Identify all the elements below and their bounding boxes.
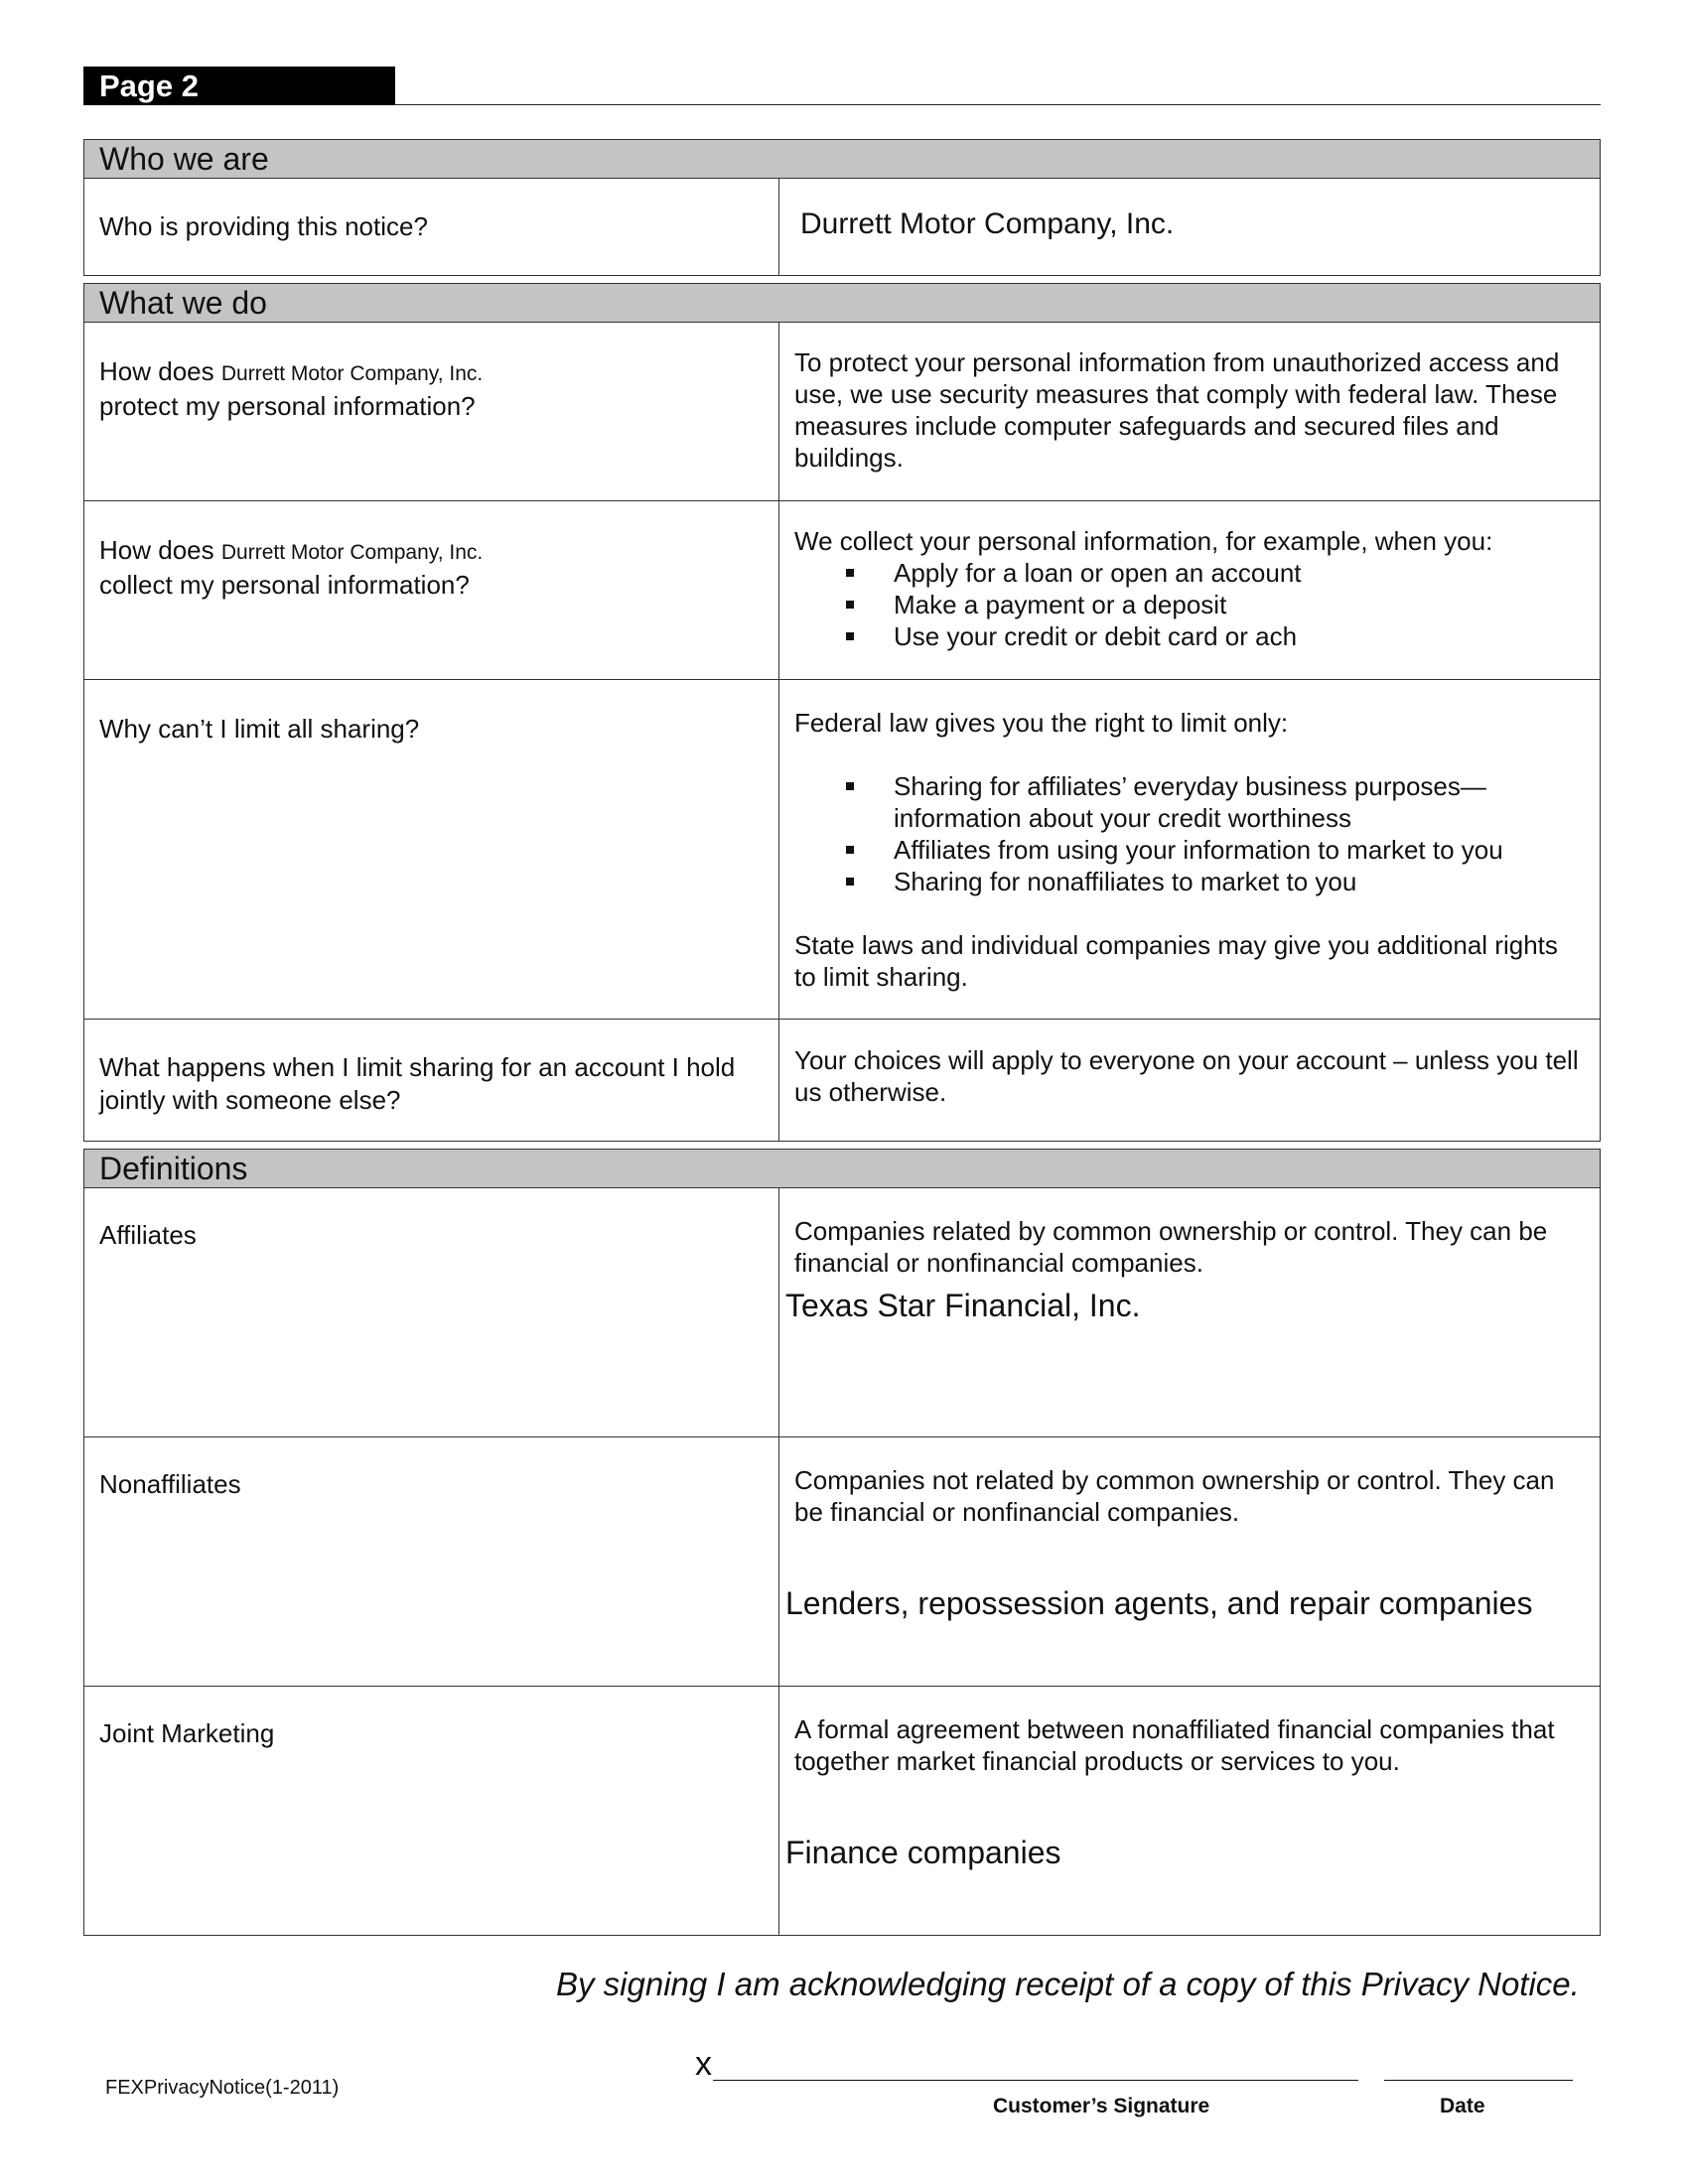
row-joint-marketing [83, 1687, 1601, 1936]
definition-affiliates [779, 1188, 1600, 1436]
section-header-definitions: Definitions [83, 1149, 1601, 1188]
row-collect [83, 501, 1601, 680]
list-item: Sharing for affiliates’ everyday business purposes—information about your credit worthiness [794, 770, 1540, 834]
answer-company-name: Durrett Motor Company, Inc. [800, 207, 1175, 240]
term-joint-marketing: Joint Marketing [84, 1687, 779, 1935]
date-line[interactable] [1384, 2080, 1573, 2081]
signature-line[interactable] [713, 2080, 1358, 2081]
question-prefix: How does [99, 356, 214, 386]
question-limit: Why can’t I limit all sharing? [84, 680, 779, 1019]
definition-joint-marketing [779, 1687, 1600, 1935]
list-item: Apply for a loan or open an account [794, 557, 1580, 589]
question-who-provides: Who is providing this notice? [84, 179, 779, 275]
definition-text: Companies related by common ownership or control. They can be financial or nonfinancial companies. [794, 1216, 1548, 1278]
row-who-provides [83, 179, 1601, 276]
term-nonaffiliates: Nonaffiliates [84, 1437, 779, 1686]
filled-joint-marketing: Finance companies [785, 1835, 1061, 1870]
page-label: Page 2 [83, 67, 395, 105]
list-item: Use your credit or debit card or ach [794, 620, 1580, 652]
collect-intro: We collect your personal information, for example, when you: [794, 526, 1493, 556]
row-protect [83, 323, 1601, 501]
signature-label: Customer’s Signature [993, 2095, 1210, 2117]
date-label: Date [1440, 2095, 1485, 2117]
question-joint-account: What happens when I limit sharing for an account I hold jointly with someone else? [84, 1020, 779, 1141]
answer-protect: To protect your personal information from unauthorized access and use, we use security measures that comply with federal law. These measures include computer safeguards and secured files and buildings. [794, 347, 1560, 473]
acknowledgement-text: By signing I am acknowledging receipt of a copy of this Privacy Notice. [556, 1966, 1580, 2002]
limit-list [794, 770, 1580, 897]
row-limit [83, 680, 1601, 1020]
question-company: Durrett Motor Company, Inc. [220, 541, 484, 564]
term-affiliates: Affiliates [84, 1188, 779, 1436]
collect-list [794, 557, 1580, 652]
answer-joint-account: Your choices will apply to everyone on your account – unless you tell us otherwise. [794, 1045, 1579, 1107]
limit-intro: Federal law gives you the right to limit only: [794, 708, 1289, 738]
signature-x-mark: x [695, 2045, 712, 2083]
definition-text: A formal agreement between nonaffiliated financial companies that together market financial products or services to you. [794, 1714, 1555, 1776]
question-protect [84, 323, 779, 500]
filled-nonaffiliates: Lenders, repossession agents, and repair companies [785, 1585, 1533, 1621]
limit-outro: State laws and individual companies may give you additional rights to limit sharing. [794, 930, 1558, 992]
section-header-who-we-are: Who we are [83, 139, 1601, 179]
definition-text: Companies not related by common ownership or control. They can be financial or nonfinancial companies. [794, 1465, 1555, 1527]
definition-nonaffiliates [779, 1437, 1600, 1686]
filled-affiliate-name: Texas Star Financial, Inc. [785, 1288, 1141, 1323]
question-company: Durrett Motor Company, Inc. [220, 362, 484, 385]
question-suffix: collect my personal information? [99, 570, 470, 600]
list-item: Sharing for nonaffiliates to market to you [794, 866, 1540, 897]
form-id: FEXPrivacyNotice(1-2011) [105, 2077, 340, 2099]
header-rule [395, 104, 1601, 105]
list-item: Make a payment or a deposit [794, 589, 1580, 620]
answer-limit [779, 680, 1600, 1019]
row-affiliates [83, 1188, 1601, 1437]
question-suffix: protect my personal information? [99, 391, 476, 421]
section-header-what-we-do: What we do [83, 283, 1601, 323]
question-prefix: How does [99, 535, 214, 565]
row-joint-account [83, 1020, 1601, 1142]
row-nonaffiliates [83, 1437, 1601, 1687]
question-collect [84, 501, 779, 679]
answer-collect [779, 501, 1600, 679]
list-item: Affiliates from using your information to market to you [794, 834, 1540, 866]
